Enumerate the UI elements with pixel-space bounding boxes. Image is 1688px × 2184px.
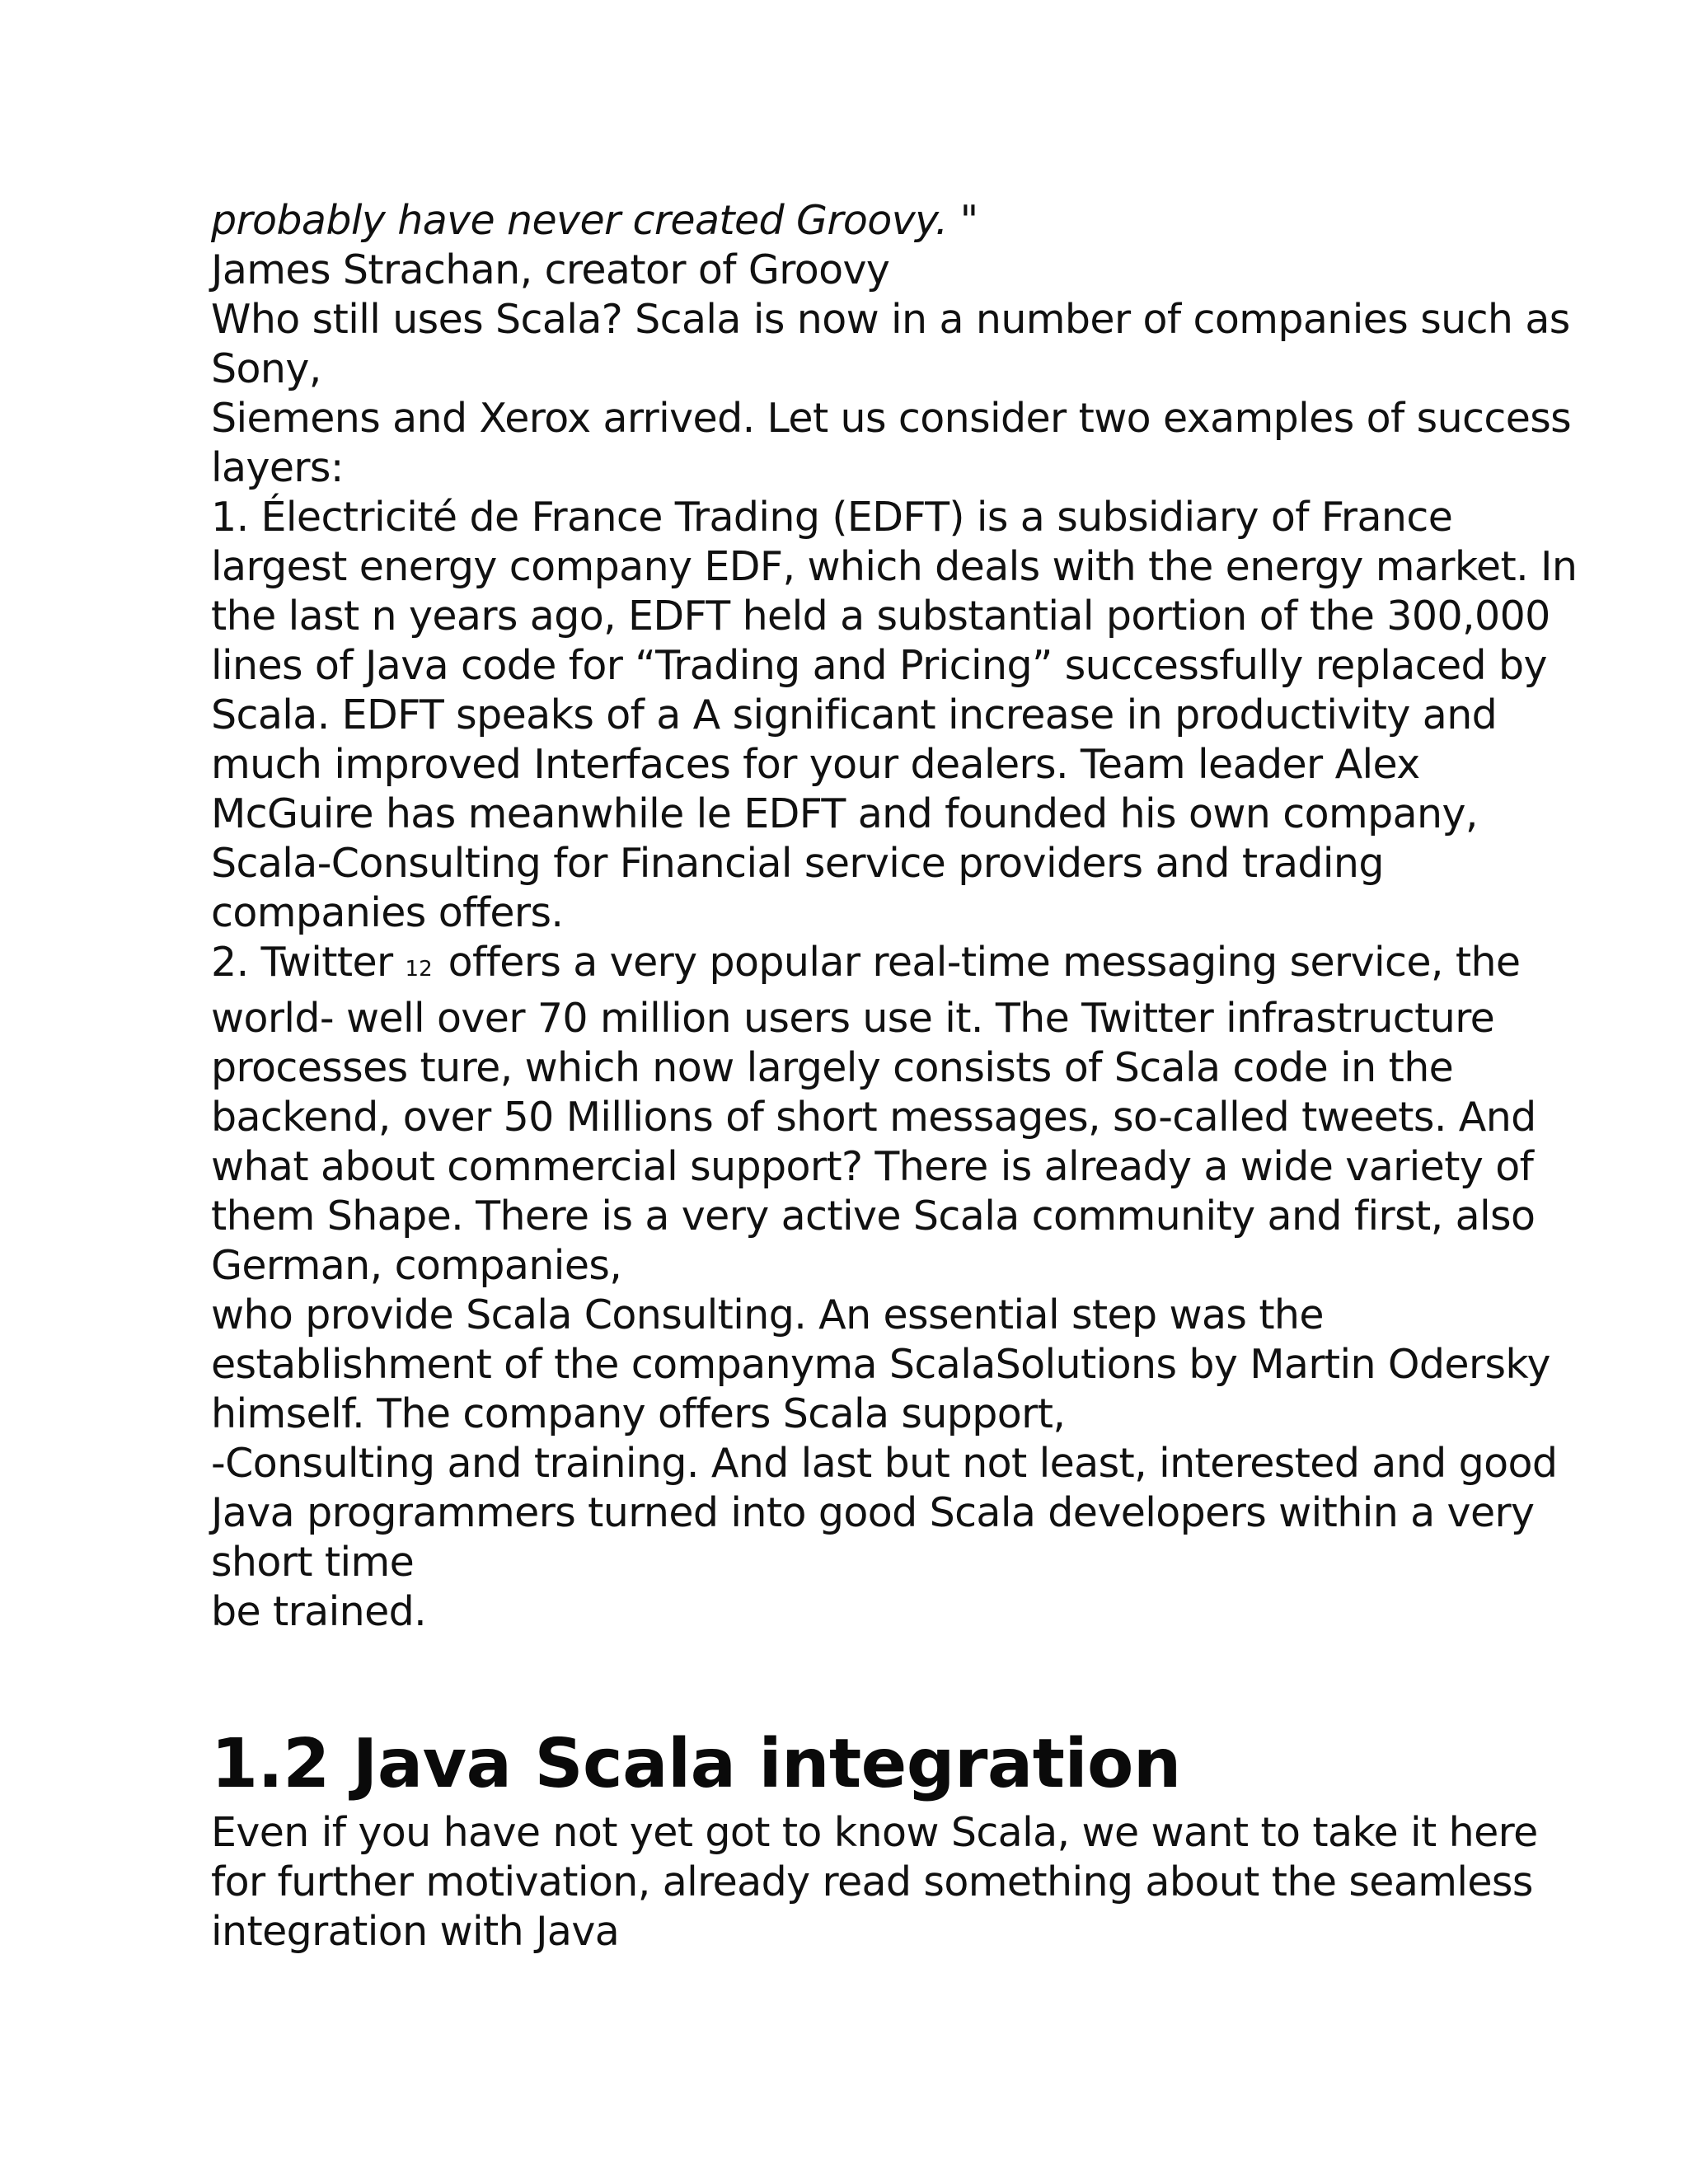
body-text-block-3 (211, 1808, 1538, 1957)
text-line: himself. The company offers Scala support, (211, 1390, 1066, 1437)
text-line: companies offers. (211, 889, 564, 936)
text-line: for further motivation, already read something about the seamless (211, 1858, 1533, 1905)
text-line: world- well over 70 million users use it. The Twitter infrastructure (211, 995, 1495, 1042)
text-line: much improved Interfaces for your dealers. Team leader Alex (211, 741, 1420, 788)
twitter-paragraph-line (211, 938, 1521, 994)
footnote-marker[interactable]: 12 (405, 957, 433, 982)
text-line: German, companies, (211, 1242, 622, 1289)
body-text-block-1 (211, 196, 1578, 938)
text-line: Who still uses Scala? Scala is now in a number of companies such as (211, 296, 1570, 343)
text-line: McGuire has meanwhile le EDFT and founded his own company, (211, 790, 1478, 837)
twitter-line-end: offers a very popular real-time messaging service, the (435, 939, 1521, 986)
text-line: Siemens and Xerox arrived. Let us consider two examples of success (211, 395, 1572, 442)
text-line: Even if you have not yet got to know Scala, we want to take it here (211, 1809, 1538, 1856)
text-line: largest energy company EDF, which deals with the energy market. In (211, 543, 1578, 590)
text-line: -Consulting and training. And last but not least, interested and good (211, 1440, 1558, 1487)
text-line: establishment of the companyma ScalaSolutions by Martin Odersky (211, 1341, 1550, 1388)
text-line: lines of Java code for “Trading and Pricing” successfully replaced by (211, 642, 1547, 689)
text-line: Scala. EDFT speaks of a A significant increase in productivity and (211, 691, 1498, 738)
text-line: what about commercial support? There is already a wide variety of (211, 1143, 1534, 1190)
body-text-block-2 (211, 994, 1558, 1637)
text-line: be trained. (211, 1588, 427, 1635)
text-line: layers: (211, 444, 344, 491)
section-heading: 1.2 Java Scala integration (211, 1725, 1181, 1803)
text-line: Java programmers turned into good Scala developers within a very (211, 1489, 1535, 1536)
text-line: integration with Java (211, 1908, 620, 1955)
text-line: Sony, (211, 345, 321, 392)
text-line: 1. Électricité de France Trading (EDFT) is a subsidiary of France (211, 494, 1453, 541)
twitter-line-start: 2. Twitter (211, 939, 406, 986)
text-line: backend, over 50 Millions of short messages, so-called tweets. And (211, 1094, 1536, 1141)
text-line: them Shape. There is a very active Scala community and first, also (211, 1193, 1536, 1240)
text-line: probably have never created Groovy. " (211, 197, 978, 244)
text-line: Scala-Consulting for Financial service providers and trading (211, 840, 1384, 887)
text-line: the last n years ago, EDFT held a substantial portion of the 300,000 (211, 593, 1550, 640)
text-line: short time (211, 1539, 415, 1586)
text-line: James Strachan, creator of Groovy (211, 246, 890, 293)
text-line: who provide Scala Consulting. An essential step was the (211, 1291, 1324, 1338)
document-page (211, 196, 1578, 1957)
text-line: processes ture, which now largely consists of Scala code in the (211, 1044, 1454, 1091)
